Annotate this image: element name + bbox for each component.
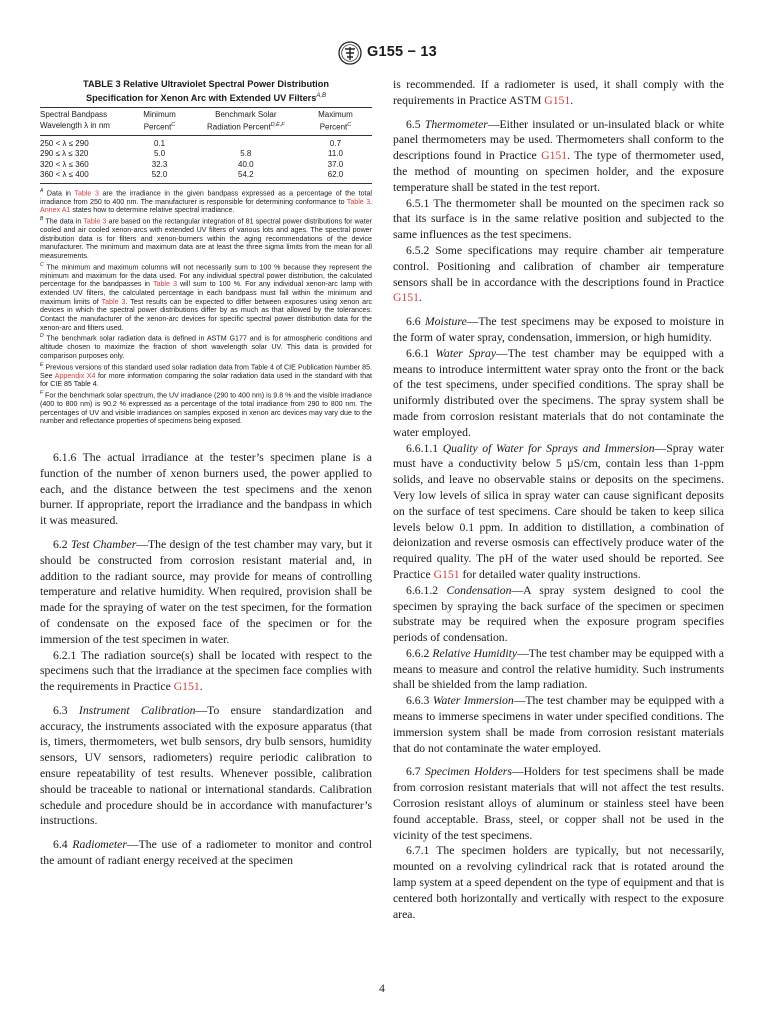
table-row	[40, 160, 372, 171]
link-appendix-x4[interactable]: Appendix X4	[54, 371, 96, 380]
header-bandpass: Spectral Bandpass	[40, 108, 126, 121]
paragraph-6-6: 6.6 Moisture—The test specimens may be exposed to moisture in the form of water spray, condensation, immersion, or high humidity.	[393, 315, 725, 344]
left-column	[40, 78, 372, 869]
header-radiation-percent: Radiation Percent$^{D,E,F}$	[193, 120, 299, 135]
cell-max: 11.0	[327, 149, 343, 159]
link-g151[interactable]: G151	[541, 149, 568, 163]
paragraph-6-6-3: 6.6.3 Water Immersion—The test chamber may be equipped with a means to immerse specimens in water under specified conditions. The immersion system shall be made from corrosion resistant materials that do not contaminate the water employed.	[393, 694, 725, 755]
right-column	[393, 77, 724, 922]
cell-min: 52.0	[126, 170, 192, 183]
paragraph-6-6-1-1: 6.6.1.1 Quality of Water for Sprays and Immersion—Spray water must have a conductivity below 5 µS/cm, contain less than 1-ppm solids, and leave no observable stains or deposits on the specimens. Very low levels of silica in spray water can cause significant deposits on the surface of test specimens. Care should be taken to keep silica levels below 0.1 ppm. In addition to distillation, a combination of deionization and reverse osmosis can effectively produce water of the required quality. The pH of the water used should be reported. See Practice G151 for detailed water quality instructions.	[393, 441, 724, 581]
paragraph-6-7: 6.7 Specimen Holders—Holders for test specimens shall be made from corrosion resistant materials that will not affect the test results. Corrosion resistant alloys of aluminum or stainless steel have been found acceptable. Brass, steel, or copper shall not be used in the vicinity of the test specimens.	[393, 765, 724, 842]
paragraph-6-7-1: 6.7.1 The specimen holders are typically, but not necessarily, mounted on a revolving cylindrical rack that is rotated around the lamp system at a speed dependent on the type of equipment and that is centered both horizontally and vertically with respect to the exposure area.	[393, 844, 724, 921]
cell-band: 320 < λ ≤ 360	[40, 159, 89, 169]
cell-band: 290 ≤ λ ≤ 320	[40, 149, 89, 159]
paragraph-6-3: 6.3 Instrument Calibration—To ensure standardization and accuracy, the instruments associated with the exposure apparatus (that is, timers, thermometers, wet bulb sensors, dry bulb sensors, humidity sensors, UV sensors, radiometers) require periodic calibration to ensure repeatability of test results. Whenever possible, calibration should be traceable to national or international standards. Calibration schedule and procedure should be in accordance with manufacturer’s instructions.	[40, 703, 372, 828]
link-table-3[interactable]: Table 3	[101, 297, 126, 306]
paragraph-6-4-continued: is recommended. If a radiometer is used, it shall comply with the requirements in Practice ASTM G151.	[393, 78, 724, 107]
link-table-3[interactable]: Table 3	[83, 217, 107, 226]
cell-band: 360 < λ ≤ 400	[40, 170, 126, 183]
paragraph-6-6-2: 6.6.2 Relative Humidity—The test chamber may be equipped with a means to measure and control the relative humidity. Such instruments shall be shielded from the lamp radiation.	[393, 646, 724, 692]
cell-min: 32.3	[151, 159, 168, 169]
paragraph-6-1-6: 6.1.6 The actual irradiance at the tester’s specimen plane is a function of the number of xenon burners used, the power applied to each, and the distance between the test specimens and the xenon burner. If appropriate, report the irradiance and the bandpass in which it was measured.	[40, 450, 372, 528]
link-annex-a1[interactable]: Annex A1	[40, 206, 71, 215]
table-title	[40, 78, 372, 104]
paragraph-6-6-1-2: 6.6.1.2 Condensation—A spray system designed to cool the specimen by spraying the back surface of the specimen or specimen substrate may be required when the exposure program specifies periods of condensation.	[393, 583, 724, 645]
table-3	[40, 78, 372, 426]
header-max-percent: Percent$^C$	[299, 120, 372, 135]
link-table-3[interactable]: Table 3	[74, 189, 99, 198]
link-g151[interactable]: G151	[393, 291, 419, 305]
table-title-line1: TABLE 3 Relative Ultraviolet Spectral Power Distribution	[83, 79, 329, 89]
page-header	[0, 41, 764, 71]
footnote-a: $^A$ Data in Table 3 are the irradiance in the given bandpass expressed as a percentage of the total irradiance from 250 to 400 nm. The manufacturer is responsible for determining conformance to Table 3. Annex A1 states how to determine relative spectral irradiance.	[40, 187, 373, 215]
footnote-c: $^C$ The minimum and maximum columns will not necessarily sum to 100 % because they represent the minimum and maximum for the data used. For any individual spectral power distribution, the calculated percentage for the bandpasses in Table 3 will sum to 100 %. For any individual xenon-arc lamp with extended UV filters, the calculated percentage in each bandpass must fall within the minimum and maximum limits of Table 3. Test results can be expected to differ between exposures using xenon arc devices in which the spectral power distributions differ by as much as that allowed by the tolerances. Contact the manufacturer of the xenon-arc devices for specific spectral power distribution data for the xenon-arc and filters used.	[40, 261, 373, 332]
header-benchmark: Benchmark Solar	[193, 108, 299, 121]
table-title-line2: Specification for Xenon Arc with Extended UV Filters	[85, 93, 317, 104]
cell-bench	[193, 135, 299, 149]
cell-band: 250 < λ ≤ 290	[40, 138, 89, 148]
link-g151[interactable]: G151	[173, 680, 200, 694]
cell-bench: 40.0	[238, 159, 254, 169]
cell-min: 0.1	[153, 138, 166, 148]
header-wavelength: Wavelength λ in nm	[40, 120, 126, 135]
table-row	[40, 135, 372, 149]
cell-max: 62.0	[299, 170, 372, 183]
link-g151[interactable]: G151	[433, 567, 460, 581]
paragraph-6-6-1: 6.6.1 Water Spray—The test chamber may be equipped with a means to introduce intermittent water spray onto the front or the back of the test specimens, under specified conditions. The spray shall be uniformly distributed over the specimens. The spray system shall be made from corrosion resistant materials that do not contaminate the water employed.	[393, 346, 724, 439]
table-row	[40, 170, 372, 183]
footnote-d: $^D$ The benchmark solar radiation data is defined in ASTM G177 and is for atmospheric conditions and altitude chosen to maximize the fraction of short wavelength solar UV. This data is provided for comparison purposes only.	[40, 333, 372, 360]
table-title-sup: A,B	[316, 93, 327, 99]
header-maximum: Maximum	[299, 108, 372, 121]
paragraph-6-5: 6.5 Thermometer—Either insulated or un-insulated black or white panel thermometers may be used. Thermometers shall conform to the descriptions found in Practice G151. The type of thermometer used, the method of mounting on specimen holder, and the exposure temperature shall be stated in the test report.	[393, 117, 725, 194]
document-designation: G155 − 13	[367, 44, 437, 60]
footnote-e: $^E$ Previous versions of this standard used solar radiation data from Table 4 of CIE Publication Number 85. See Appendix X4 for more information comparing the solar radiation data used in the standard with that for CIE 85 Table 4.	[40, 361, 372, 389]
cell-max: 0.7	[329, 138, 342, 148]
footnote-b: $^B$ The data in Table 3 are based on the rectangular integration of 81 spectral power distributions for water cooled and air cooled xenon-arcs with extended UV filters of various lots and ages. The spectral power distribution data is for filters and xenon-burners within the aging recommendations of the device manufacturer. The minimum and maximum data are at least the three sigma limits from the mean for all measurements.	[40, 216, 373, 261]
cell-bench: 54.2	[193, 170, 299, 183]
header-min-percent: Percent$^C$	[126, 120, 192, 135]
astm-logo-icon	[338, 41, 362, 65]
header-minimum: Minimum	[126, 108, 192, 121]
paragraph-6-5-1: 6.5.1 The thermometer shall be mounted on the specimen rack so that its surface is in the same relative position and subjected to the same influences as the test specimens.	[393, 196, 724, 242]
paragraph-6-2-1: 6.2.1 The radiation source(s) shall be located with respect to the specimens such that the irradiance at the specimen face complies with the requirements in Practice G151.	[40, 648, 372, 694]
page-number: 4	[379, 983, 385, 995]
paragraph-6-2: 6.2 Test Chamber—The design of the test chamber may vary, but it should be constructed from corrosion resistant material and, in addition to the radiant source, may provide for means of controlling temperature and relative humidity. When required, provision shall be made for the spraying of water on the test specimen, for the formation of condensate on the exposed face of the specimen or for the immersion of the test specimen in water.	[40, 537, 372, 646]
paragraph-6-4: 6.4 Radiometer—The use of a radiometer to monitor and control the amount of radiant energy received at the specimen	[40, 838, 373, 868]
table-row	[40, 149, 372, 160]
cell-max: 37.0	[327, 159, 344, 169]
link-table-3[interactable]: Table 3	[346, 197, 371, 206]
cell-bench: 5.8	[240, 149, 252, 159]
spectral-table	[40, 107, 372, 184]
cell-min: 5.0	[153, 149, 166, 159]
link-g151[interactable]: G151	[544, 93, 571, 107]
table-footnotes	[40, 187, 372, 426]
footnote-f: $^F$ For the benchmark solar spectrum, the UV irradiance (290 to 400 nm) is 9.8 % and the visible irradiance (400 to 800 nm) is 90.2 % expressed as a percentage of the total irradiance from 290 to 800 nm. The percentages of UV and visible irradiances on samples exposed in xenon arc devices may vary due to the number and reflectance properties of specimens being exposed.	[40, 389, 372, 426]
paragraph-6-5-2: 6.5.2 Some specifications may require chamber air temperature control. Positioning and calibration of chamber air temperature sensors shall be in accordance with the descriptions found in Practice G151.	[393, 243, 724, 305]
link-table-3[interactable]: Table 3	[152, 280, 178, 289]
